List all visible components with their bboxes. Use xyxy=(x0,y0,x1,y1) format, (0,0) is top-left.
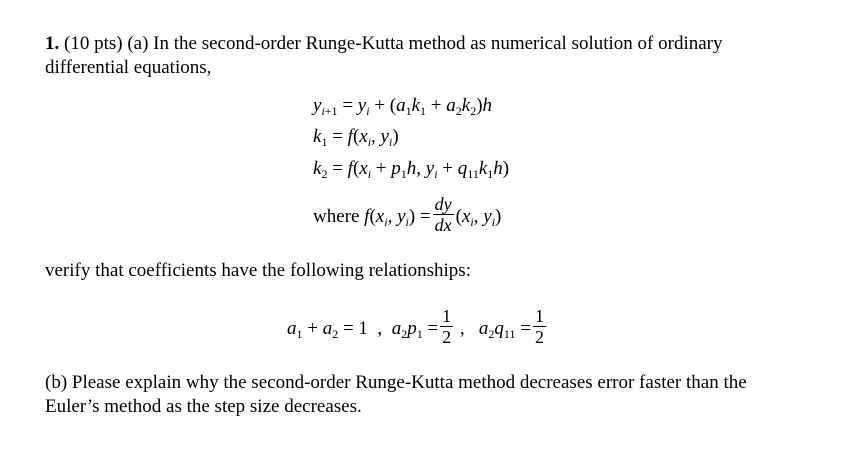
equation-1: $y_{i+1} = y_i + (a_1k_1 + a_2k_2)h$ xyxy=(313,95,493,118)
relation-3-fraction xyxy=(533,306,546,347)
r3-num: 1 xyxy=(534,306,544,326)
frac-num: dy xyxy=(434,194,452,214)
equation-3: $k_2 = f(x_i + p_1h$, $y_i + q_{11}k_1h$) xyxy=(313,158,510,181)
question-line-1 xyxy=(45,32,723,56)
question-points: (10 pts) xyxy=(64,33,123,54)
question-number: 1. xyxy=(45,33,60,54)
equation-4: where $f(x_i$, $y_i$) = $\frac{dy}{dx}$ ($x_i$, $y_i$) xyxy=(313,194,502,235)
part-b-label: (b) xyxy=(45,372,68,393)
question-line-2 xyxy=(45,56,211,80)
part-b-text-line2: Euler’s method as the step size decreases. xyxy=(45,396,362,417)
relation-2-fraction xyxy=(440,306,453,347)
verify-text: verify that coefficients have the following relationships: xyxy=(45,260,471,281)
part-a-text-line2: differential equations, xyxy=(45,57,212,78)
verify-line xyxy=(45,259,471,283)
part-b-line-2 xyxy=(45,395,362,419)
relations-line: $a_1 + a_2 = 1$ , $a_2p_1$ = $\frac{1}{2}$ , $a_2q_{11}$ = $\frac{1}{2}$ xyxy=(287,306,544,347)
dy-dx-fraction xyxy=(433,194,454,235)
frac-den: dx xyxy=(434,215,452,235)
equation-2: $k_1 = f(x_i$, $y_i$) xyxy=(313,126,399,149)
r2-num: 1 xyxy=(442,306,452,326)
part-a-label: (a) xyxy=(127,33,149,54)
where-label: where xyxy=(313,205,360,227)
part-b-line-1 xyxy=(45,371,747,395)
r2-den: 2 xyxy=(442,327,452,347)
part-b-text-line1: Please explain why the second-order Runge-Kutta method decreases error faster than the xyxy=(71,372,747,393)
part-a-text-line1: In the second-order Runge-Kutta method as numerical solution of ordinary xyxy=(153,33,723,54)
r3-den: 2 xyxy=(534,327,544,347)
